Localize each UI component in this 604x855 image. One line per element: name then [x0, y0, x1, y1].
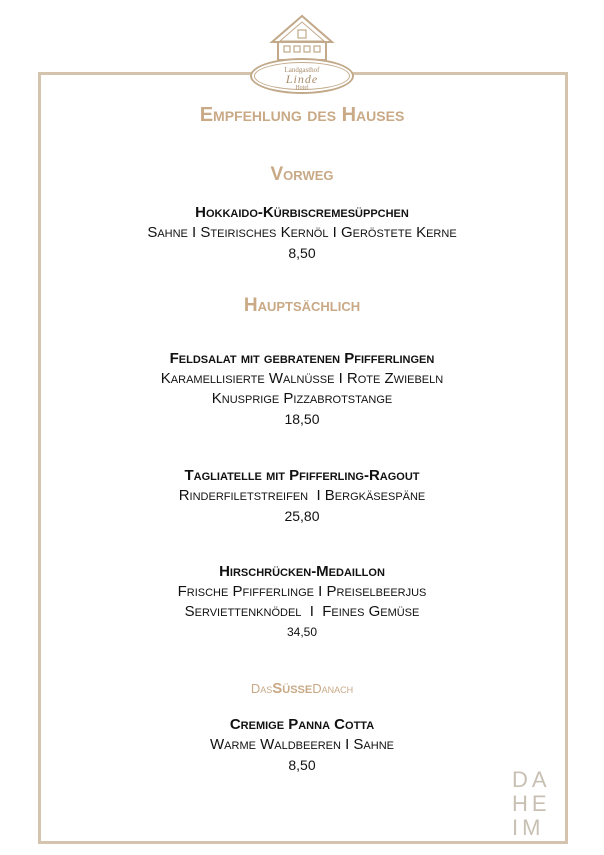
- hotel-logo: [246, 14, 358, 96]
- dish-name: Hokkaido-Kürbiscremesüppchen: [195, 204, 409, 221]
- dessert-heading-part-2: Süße: [272, 680, 313, 697]
- dish-name: Cremige Panna Cotta: [229, 716, 375, 733]
- daheim-line-2: HE: [512, 791, 551, 816]
- dish-description: Frische Pfifferlinge I Preiselbeerjus: [177, 583, 427, 600]
- dish-price: 34,50: [286, 625, 318, 639]
- dish-item: [0, 466, 604, 526]
- dish-name: Feldsalat mit gebratenen Pfifferlingen: [169, 350, 435, 367]
- daheim-line-1: DA: [512, 767, 551, 792]
- section-heading-dessert: [0, 680, 604, 697]
- section-heading-hauptsaechlich: Hauptsächlich: [243, 295, 361, 316]
- dish-name: Hirschrücken-Medaillon: [219, 563, 385, 580]
- daheim-watermark: [512, 768, 552, 840]
- dish-price: 8,50: [288, 757, 316, 773]
- logo-line-1: Landgasthof: [284, 66, 320, 74]
- dish-description: Rinderfiletstreifen I Bergkäsespäne: [178, 487, 426, 504]
- dish-item: [0, 203, 604, 263]
- daheim-line-3: IM: [512, 815, 545, 840]
- section-heading-vorweg: Vorweg: [270, 164, 334, 185]
- dish-price: 8,50: [288, 245, 316, 261]
- dish-description: Knusprige Pizzabrotstange: [211, 390, 393, 407]
- dessert-heading-part-1: Das: [250, 681, 273, 696]
- logo-line-3: Hotel: [295, 85, 309, 91]
- page-title: Empfehlung des Hauses: [199, 104, 405, 126]
- dessert-heading-part-3: Danach: [312, 681, 354, 696]
- dish-description: Sahne I Steirisches Kernöl I Geröstete Kerne: [147, 224, 457, 241]
- dish-price: 18,50: [284, 411, 320, 427]
- dish-item: [0, 349, 604, 429]
- house-icon: [268, 14, 336, 62]
- logo-line-2: Linde: [285, 72, 319, 86]
- dish-description: Karamellisierte Walnüsse I Rote Zwiebeln: [160, 370, 444, 387]
- dish-description: Serviettenknödel I Feines Gemüse: [184, 603, 420, 620]
- dish-description: Warme Waldbeeren I Sahne: [210, 736, 394, 753]
- dish-price: 25,80: [284, 508, 320, 524]
- dish-item: [0, 715, 604, 775]
- dish-name: Tagliatelle mit Pfifferling-Ragout: [184, 467, 420, 484]
- dish-item: [0, 562, 604, 642]
